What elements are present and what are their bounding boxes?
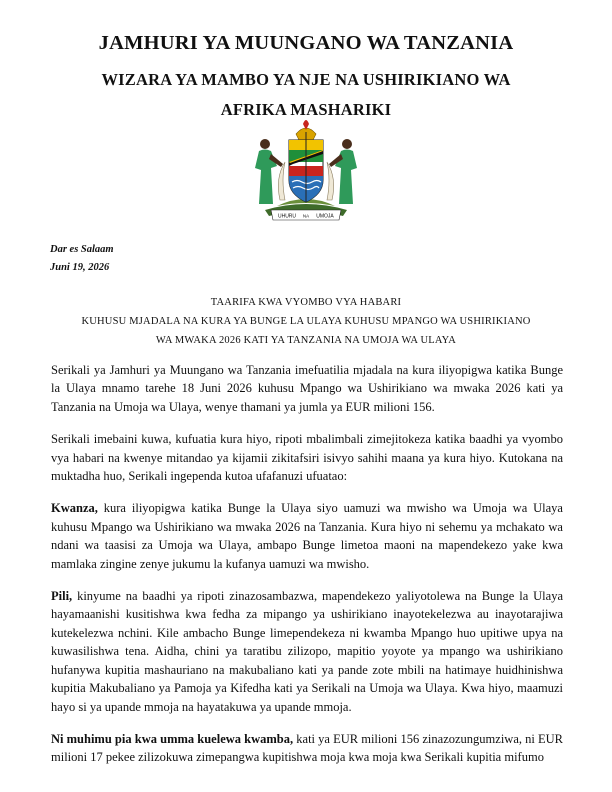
press-release-body [51, 361, 563, 781]
ministry-heading: WIZARA YA MAMBO YA NJE NA USHIRIKIANO WA AFRIKA MASHARIKI [101, 70, 511, 119]
second-point-lead: Pili, [51, 589, 73, 604]
paragraph-second-point [51, 587, 563, 716]
public-note-lead: Ni muhimu pia kwa umma kuelewa kwamba, [51, 731, 294, 746]
public-note-text: kati ya EUR milioni 156 zinazozungumziwa, ni EUR milioni 17 pekee zilizokuwa zimepangwa kupitishwa moja kwa moja kwa Serikali kupitia mifumo [51, 731, 563, 765]
paragraph-first-point [51, 499, 563, 573]
press-release-title [30, 293, 582, 350]
first-point-text: kura iliyopigwa katika Bunge la Ulaya siyo uamuzi wa mwisho wa Umoja wa Ulaya kuhusu Mpango wa Ushirikiano wa mwaka 2026 na Tanzania. Kura hiyo ni sehemu ya mchakato wa ndani wa taasisi za Umoja wa Ulaya, ambapo Bunge limetoa maoni na mapendekezo yake kwa mamlaka zingine zenye jukumu la kufanya uamuzi wa mwisho. [51, 501, 563, 571]
country-heading: JAMHURI YA MUUNGANO WA TANZANIA [98, 32, 514, 54]
title-line-3: WA MWAKA 2026 KATI YA TANZANIA NA UMOJA WA ULAYA [155, 335, 457, 346]
motto-mid-text: NA [302, 213, 310, 219]
title-line-1: TAARIFA KWA VYOMBO VYA HABARI [210, 297, 402, 308]
dateline-date: Juni 19, 2026 [50, 262, 110, 273]
motto-left-text: UHURU [277, 213, 297, 220]
dateline-place: Dar es Salaam [50, 244, 114, 255]
first-point-lead: Kwanza, [51, 501, 98, 516]
motto-right-text: UMOJA [316, 213, 334, 220]
second-point-text: kinyume na baadhi ya ripoti zinazosambazwa, mapendekezo yaliyotolewa na Bunge la Ulaya hayamaanishi kusitishwa kwa fedha za mipango ya ushirikiano inayotekelezwa au inayotarajiwa kutekelezwa nchini. Kile ambacho Bunge limependekeza ni kwamba Mpango huo upitiwe upya na kuwasilishwa tena. Aidha, chini ya taratibu zilizopo, mapitio yoyote ya mpango wa ushirikiano hufanywa kupitia mashauriano na makubaliano kati ya pande zote mbili na hatimaye huidhinishwa kupitia Makubaliano ya Pamoja ya Kifedha kati ya Serikali na Umoja wa Ulaya. Kwa hiyo, maamuzi hayo si ya upande mmoja na hayatakuwa ya upande mmoja. [51, 589, 563, 714]
paragraph-context: Serikali imebaini kuwa, kufuatia kura hiyo, ripoti mbalimbali zimejitokeza katika baadhi ya vyombo vya habari na kwenye mitandao ya kijamii zikitafsiri isivyo sahihi maana ya kura hiyo. Kutokana na muktadha huo, Serikali ingependa kutoa ufafanuzi ufuatao: [51, 432, 563, 484]
paragraph-intro: Serikali ya Jamhuri ya Muungano wa Tanzania imefuatilia mjadala na kura iliyopigwa katika Bunge la Ulaya mnamo tarehe 18 Juni 2026 kuhusu Mpango wa Ushirikiano wa mwaka 2026 kati ya Tanzania na Umoja wa Ulaya, wenye thamani ya jumla ya EUR milioni 156. [51, 363, 563, 414]
paragraph-public-note [51, 730, 563, 767]
coat-of-arms-emblem [247, 118, 365, 224]
title-line-2: KUHUSU MJADALA NA KURA YA BUNGE LA ULAYA KUHUSU MPANGO WA USHIRIKIANO [81, 316, 531, 327]
